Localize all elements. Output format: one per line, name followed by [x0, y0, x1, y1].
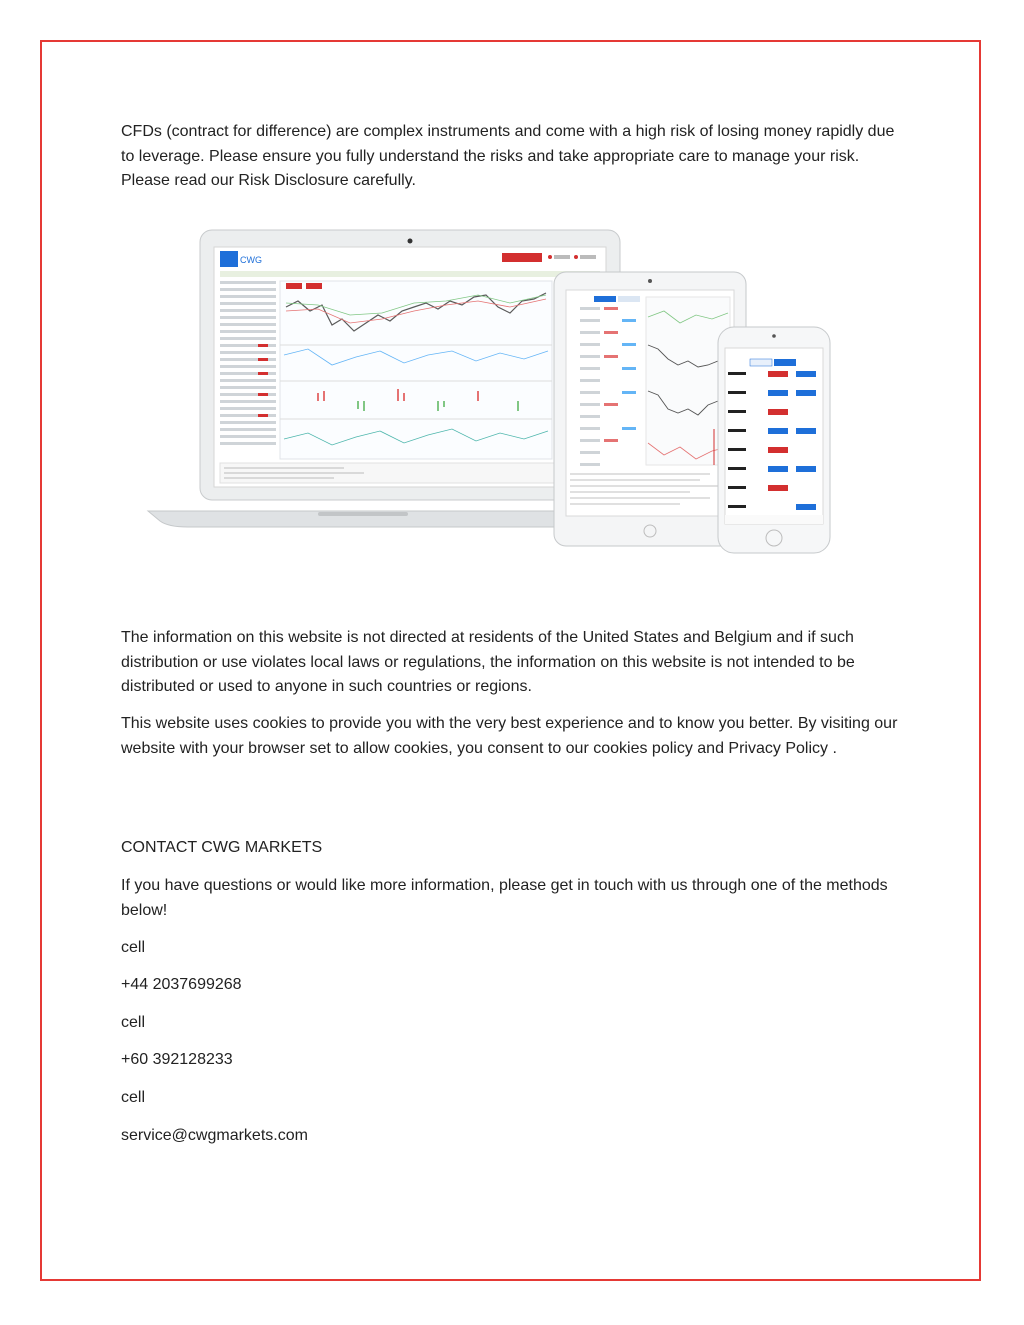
- contact-title: CONTACT CWG MARKETS: [121, 839, 323, 856]
- contact-intro: If you have questions or would like more information, please get in touch with us through one of the methods below!: [121, 877, 888, 919]
- contact-email[interactable]: service@cwgmarkets.com: [121, 1127, 308, 1144]
- risk-warning: CFDs (contract for difference) are complex instruments and come with a high risk of losing money rapidly due to leverage. Please ensure you fully understand the risks and take appropriate care to manage your risk. Please read our Risk Disclosure carefully.: [121, 123, 895, 189]
- contact-phone-uk[interactable]: +44 2037699268: [121, 976, 242, 993]
- contact-phone-my[interactable]: +60 392128233: [121, 1051, 233, 1068]
- contact-label: cell: [121, 1089, 146, 1106]
- cookies-notice: This website uses cookies to provide you with the very best experience and to know you better. By visiting our website with your browser set to allow cookies, you consent to our cookies policy and Privacy Policy .: [121, 715, 898, 757]
- jurisdiction-notice: The information on this website is not directed at residents of the United States and Belgium and if such distribution or use violates local laws or regulations, the information on this website is not intended to be distributed or used to anyone in such countries or regions.: [121, 629, 855, 695]
- contact-label: cell: [121, 939, 146, 956]
- contact-label: cell: [121, 1014, 146, 1031]
- platform-devices-image: [118, 215, 908, 585]
- phone: [718, 327, 830, 553]
- tablet: [554, 272, 746, 546]
- brand-logo: CWG: [240, 255, 262, 265]
